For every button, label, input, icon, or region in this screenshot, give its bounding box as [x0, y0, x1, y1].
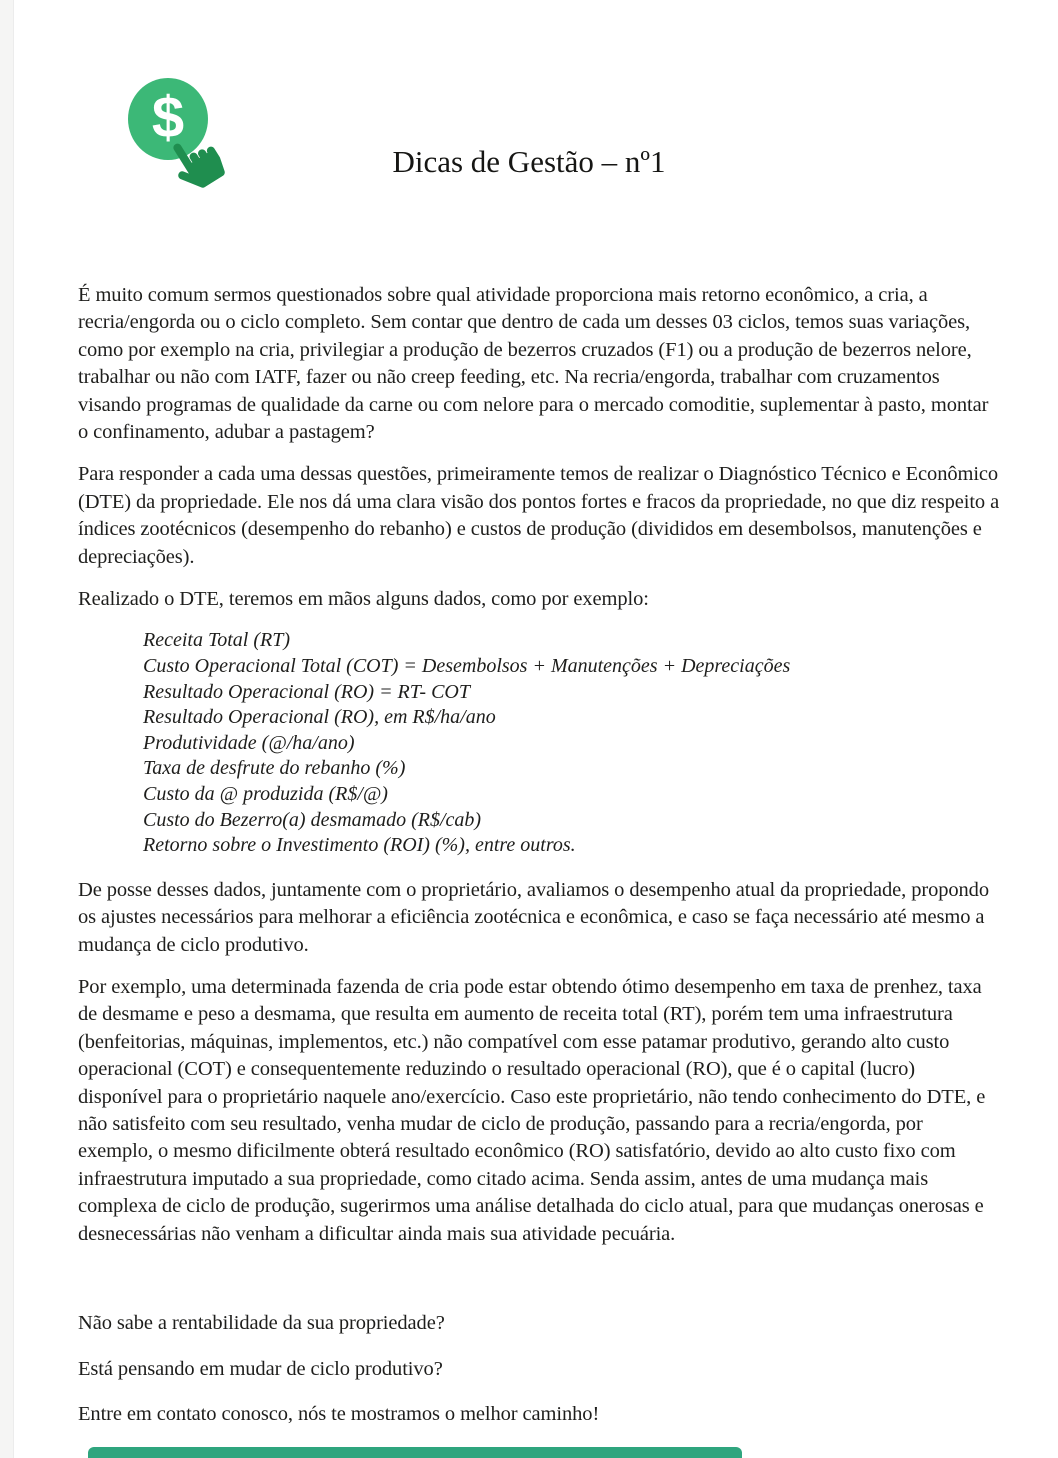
dte-metric-item: Taxa de desfrute do rebanho (%)	[143, 757, 406, 780]
closing-call-to-action: Entre em contato conosco, nós te mostramos o melhor caminho!	[78, 1402, 600, 1425]
dte-metric-item: Receita Total (RT)	[143, 629, 291, 652]
dollar-sign: $	[151, 85, 185, 150]
dte-metric-item: Custo do Bezerro(a) desmamado (R$/cab)	[143, 808, 482, 831]
closing-questions	[78, 1310, 1000, 1428]
closing-question-1: Não sabe a rentabilidade da sua propriedade?	[78, 1312, 445, 1335]
dte-metric-item: Retorno sobre o Investimento (ROI) (%), entre outros.	[143, 834, 576, 857]
dte-paragraph: Para responder a cada uma dessas questões, primeiramente temos de realizar o Diagnóstico Técnico e Econômico (DTE) da propriedade. Ele nos dá uma clara visão dos pontos fortes e fracos da propriedade, no que diz respeito a índices zootécnicos (desempenho do rebanho) e custos de produção (divididos em desembolsos, manutenções e depreciações).	[78, 463, 1000, 568]
list-intro: Realizado o DTE, teremos em mãos alguns dados, como por exemplo:	[78, 588, 649, 611]
dte-metric-item: Resultado Operacional (RO), em R$/ha/ano	[143, 706, 496, 729]
dte-metrics-list	[143, 628, 1000, 858]
footer-green-bar	[88, 1447, 742, 1458]
intro-paragraph: É muito comum sermos questionados sobre qual atividade proporciona mais retorno econômico, a cria, a recria/engorda ou o ciclo completo. Sem contar que dentro de cada um desses 03 ciclos, temos suas variações, como por exemplo na cria, privilegiar a produção de bezerros cruzados (F1) ou a produção de bezerros nelore, trabalhar ou não com IATF, fazer ou não creep feeding, etc. Na recria/engorda, trabalhar com cruzamentos visando programas de qualidade da carne ou com nelore para o mercado comoditie, suplementar à pasto, montar o confinamento, adubar a pastagem?	[78, 284, 989, 444]
document-body	[0, 282, 1058, 1428]
dte-metric-item: Custo Operacional Total (COT) = Desembolsos + Manutenções + Depreciações	[143, 655, 791, 678]
closing-question-2: Está pensando em mudar de ciclo produtivo?	[78, 1357, 443, 1380]
page-title: Dicas de Gestão – nº1	[392, 144, 666, 179]
dte-metric-item: Resultado Operacional (RO) = RT- COT	[143, 680, 470, 703]
document-header	[0, 0, 1058, 282]
dte-metric-item: Custo da @ produzida (R$/@)	[143, 783, 388, 806]
dte-metric-item: Produtividade (@/ha/ano)	[143, 731, 355, 754]
analysis-paragraph: De posse desses dados, juntamente com o proprietário, avaliamos o desempenho atual da propriedade, propondo os ajustes necessários para melhorar a eficiência zootécnica e econômica, e caso se faça necessário até mesmo a mudança de ciclo produtivo.	[78, 878, 989, 956]
example-paragraph: Por exemplo, uma determinada fazenda de cria pode estar obtendo ótimo desempenho em taxa de prenhez, taxa de desmame e peso a desmama, que resulta em aumento de receita total (RT), porém tem uma infraestrutura (benfeitorias, máquinas, implementos, etc.) não compatível com esse patamar produtivo, gerando alto custo operacional (COT) e consequentemente reduzindo o resultado operacional (RO), que é o capital (lucro) disponível para o proprietário naquele ano/exercício. Caso este proprietário, não tendo conhecimento do DTE, e não satisfeito com seu resultado, venha mudar de ciclo de produção, passando para a recria/engorda, por exemplo, o mesmo dificilmente obterá resultado econômico (RO) satisfatório, devido ao alto custo fixo com infraestrutura imputado a sua propriedade, como citado acima. Senda assim, antes de uma mudança mais complexa de ciclo de produção, sugerirmos uma análise detalhada do ciclo atual, para que mudanças onerosas e desnecessárias não venham a dificultar ainda mais sua atividade pecuária.	[78, 976, 986, 1245]
